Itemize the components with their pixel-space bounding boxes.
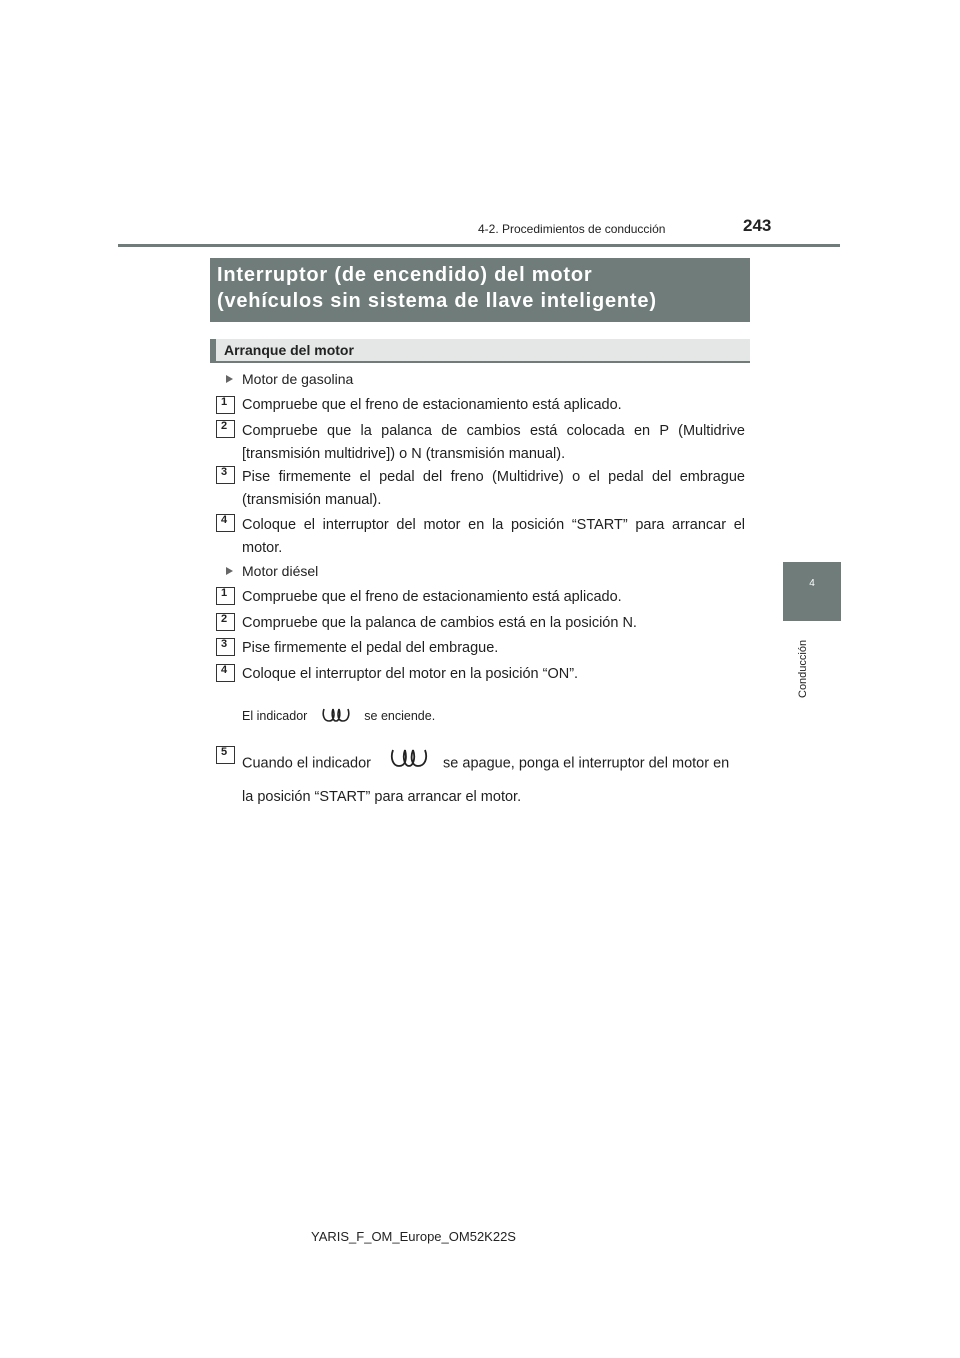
gas-step-text: Compruebe que el freno de estacionamiento está aplicado. — [242, 397, 622, 413]
diesel-step-number: 5 — [216, 746, 235, 764]
header-divider — [118, 244, 840, 247]
diesel-step5-text — [242, 745, 745, 812]
gas-step-number: 1 — [216, 396, 235, 414]
gas-step-text: Pise firmemente el pedal del freno (Multidrive) o el pedal del embrague (transmisión manual). — [242, 469, 745, 508]
gasoline-heading — [226, 371, 353, 387]
step5-text-line2: la posición “START” para arrancar el motor. — [242, 789, 522, 805]
diesel-heading-text: Motor diésel — [242, 563, 319, 579]
diesel-heading — [226, 563, 318, 579]
diesel-step-text: Pise firmemente el pedal del embrague. — [242, 640, 499, 656]
diesel-step-number: 4 — [216, 664, 235, 682]
diesel-step-text: Compruebe que el freno de estacionamiento está aplicado. — [242, 589, 622, 605]
indicator-note-before: El indicador — [242, 708, 308, 723]
triangle-bullet-icon — [226, 567, 233, 575]
page-title-line1: Interruptor (de encendido) del motor — [217, 264, 593, 286]
triangle-bullet-icon — [226, 375, 233, 383]
glow-plug-indicator-icon — [321, 705, 351, 728]
page-number: 243 — [743, 216, 772, 235]
header-section-title: 4-2. Procedimientos de conducción — [478, 222, 666, 236]
page-title — [210, 258, 750, 322]
gas-step-text: Compruebe que la palanca de cambios está colocada en P (Multidrive [transmisión multidrive]) o N (transmisión manual). — [242, 423, 745, 462]
page-title-line2: (vehículos sin sistema de llave inteligente) — [217, 290, 657, 312]
indicator-note-after: se enciende. — [364, 708, 436, 723]
diesel-step-number: 3 — [216, 638, 235, 656]
indicator-note — [242, 705, 435, 728]
gasoline-heading-text: Motor de gasolina — [242, 371, 354, 387]
gas-step-number: 4 — [216, 514, 235, 532]
section-subheader: Arranque del motor — [210, 339, 750, 363]
diesel-step-number: 2 — [216, 613, 235, 631]
step5-text-after: se apague, ponga el interruptor del motor en — [443, 755, 730, 772]
diesel-step-text: Compruebe que la palanca de cambios está en la posición N. — [242, 615, 637, 631]
gas-step-number: 3 — [216, 466, 235, 484]
gas-step-number: 2 — [216, 420, 235, 438]
gas-step-text: Coloque el interruptor del motor en la posición “START” para arrancar el motor. — [242, 517, 745, 556]
document-footer-code: YARIS_F_OM_Europe_OM52K22S — [311, 1229, 516, 1244]
chapter-tab — [783, 562, 841, 621]
diesel-step-text: Coloque el interruptor del motor en la posición “ON”. — [242, 666, 579, 682]
glow-plug-indicator-icon — [389, 745, 429, 782]
chapter-label: Conducción — [797, 639, 809, 698]
step5-text-before: Cuando el indicador — [242, 755, 371, 772]
diesel-step-number: 1 — [216, 587, 235, 605]
chapter-number: 4 — [809, 578, 815, 589]
